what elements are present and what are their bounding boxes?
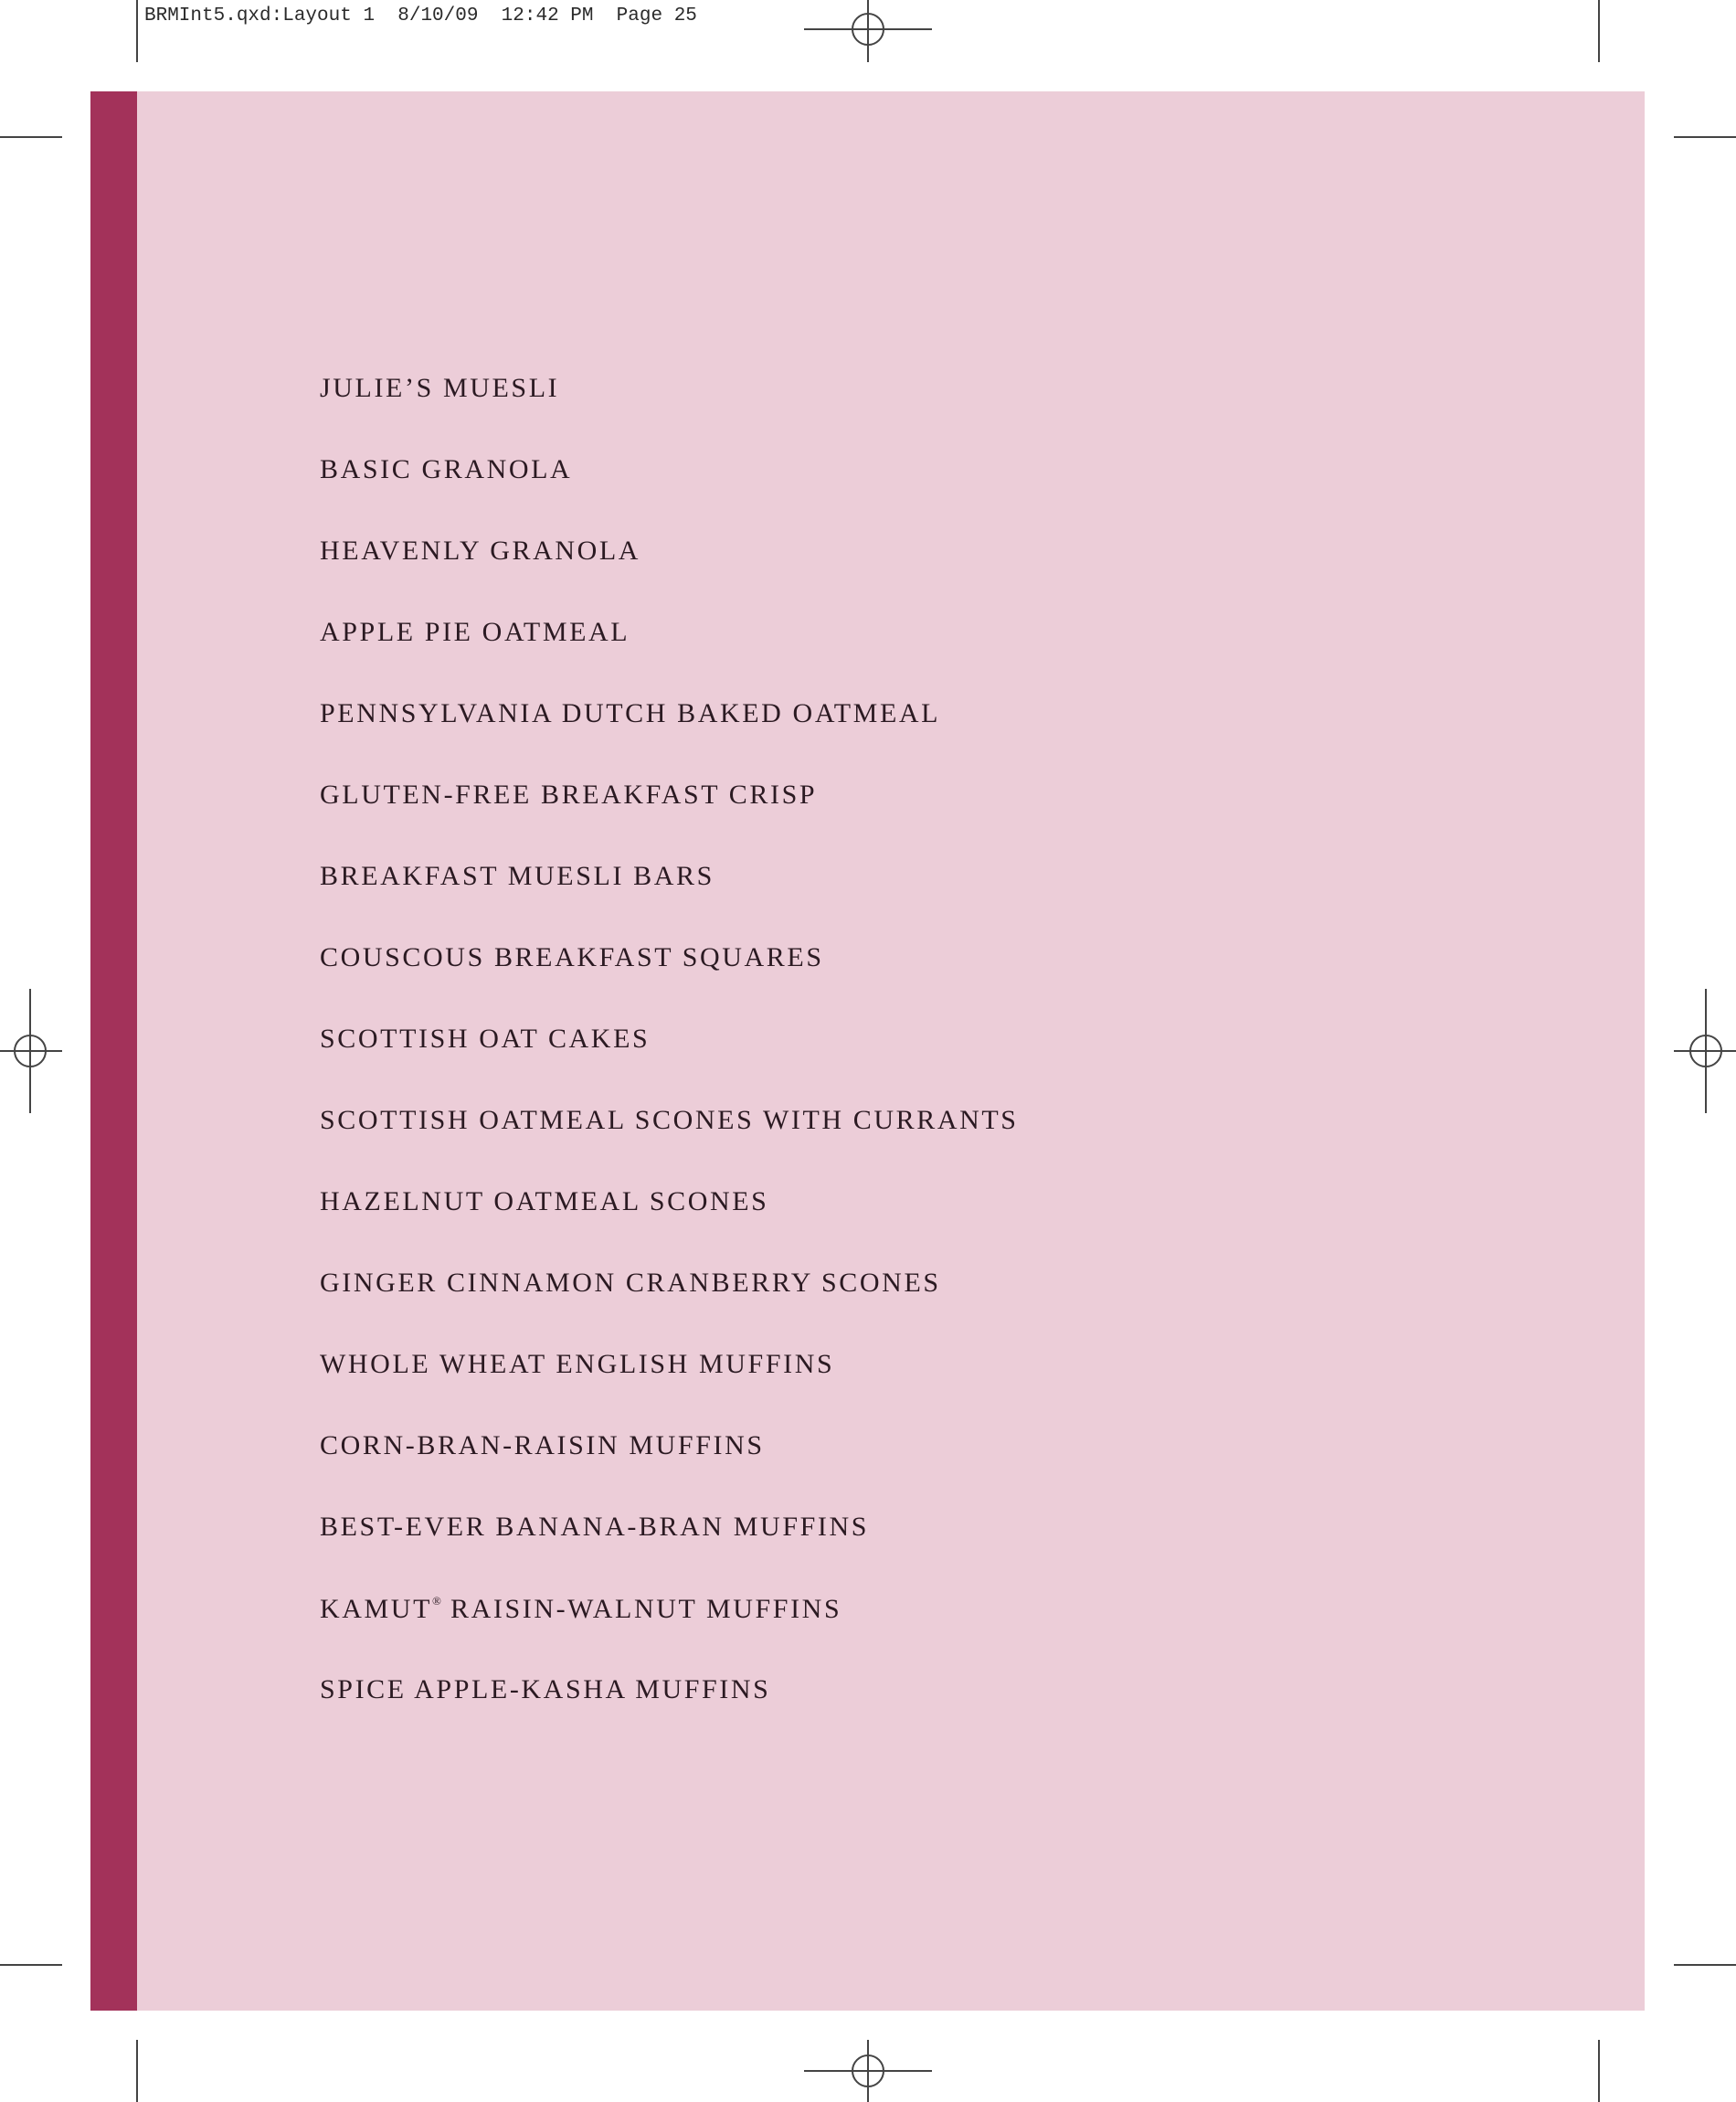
recipe-title: CORN-BRAN-RAISIN MUFFINS: [320, 1430, 765, 1460]
recipe-index-page: [90, 91, 1645, 2011]
crop-mark: [1598, 2040, 1600, 2102]
registered-mark: ®: [432, 1594, 441, 1608]
registration-mark-icon: [0, 989, 62, 1113]
recipe-title: BREAKFAST MUESLI BARS: [320, 861, 715, 891]
recipe-title: APPLE PIE OATMEAL: [320, 617, 630, 647]
recipe-title: BEST-EVER BANANA-BRAN MUFFINS: [320, 1512, 870, 1542]
recipe-title: HAZELNUT OATMEAL SCONES: [320, 1186, 769, 1216]
recipe-title: WHOLE WHEAT ENGLISH MUFFINS: [320, 1349, 835, 1379]
crop-mark: [1598, 0, 1600, 62]
recipe-title: KAMUT® RAISIN-WALNUT MUFFINS: [320, 1594, 842, 1624]
recipe-title: GINGER CINNAMON CRANBERRY SCONES: [320, 1268, 941, 1298]
registration-mark-icon: [804, 2040, 932, 2102]
accent-band: [90, 91, 137, 2011]
printer-slug-line: BRMInt5.qxd:Layout 1 8/10/09 12:42 PM Page 25: [144, 5, 697, 27]
registration-mark-icon: [804, 0, 932, 62]
recipe-title: BASIC GRANOLA: [320, 454, 573, 484]
crop-mark: [0, 136, 62, 138]
crop-mark: [1674, 136, 1736, 138]
crop-mark: [136, 0, 138, 62]
recipe-title: SCOTTISH OATMEAL SCONES WITH CURRANTS: [320, 1105, 1019, 1135]
recipe-title: PENNSYLVANIA DUTCH BAKED OATMEAL: [320, 698, 941, 728]
crop-mark: [0, 1964, 62, 1966]
recipe-title: SPICE APPLE-KASHA MUFFINS: [320, 1674, 771, 1704]
recipe-title: JULIE’S MUESLI: [320, 373, 560, 403]
recipe-title: COUSCOUS BREAKFAST SQUARES: [320, 942, 824, 972]
crop-mark: [136, 2040, 138, 2102]
recipe-title: HEAVENLY GRANOLA: [320, 536, 641, 566]
crop-mark: [1674, 1964, 1736, 1966]
recipe-title: GLUTEN-FREE BREAKFAST CRISP: [320, 780, 818, 810]
registration-mark-icon: [1674, 989, 1736, 1113]
recipe-title: SCOTTISH OAT CAKES: [320, 1024, 651, 1054]
